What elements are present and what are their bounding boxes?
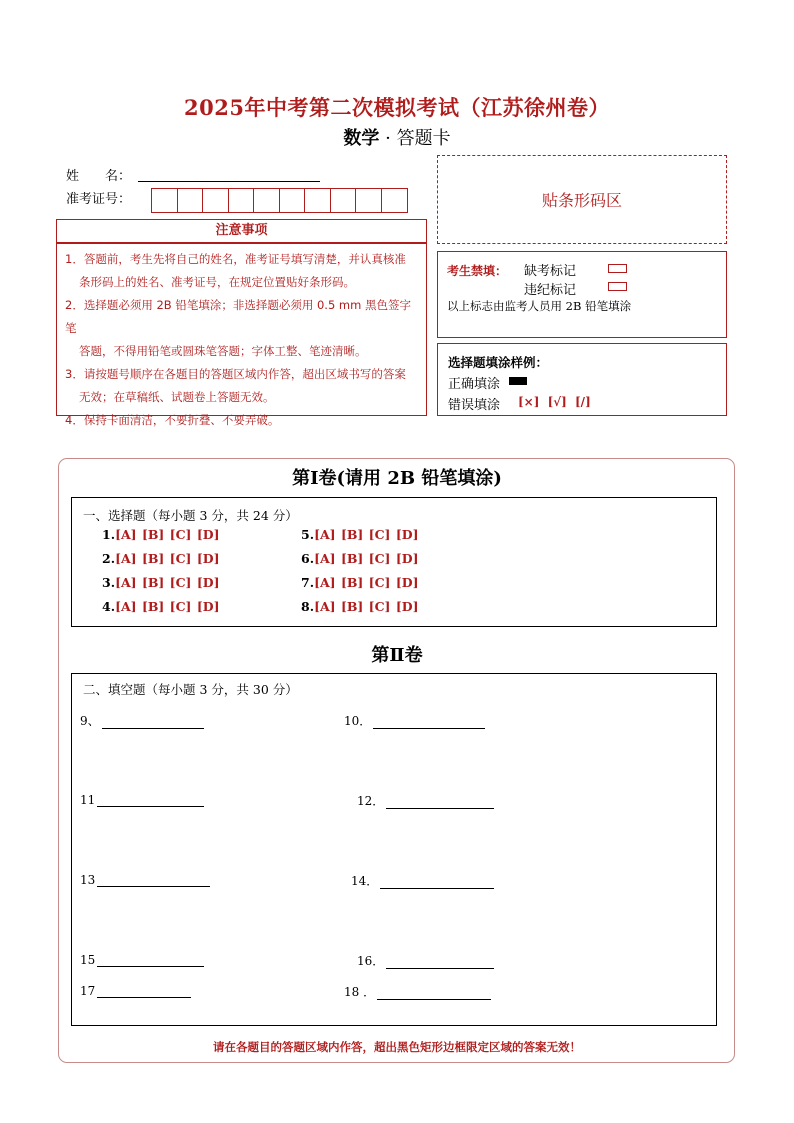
- answer-line[interactable]: [102, 714, 204, 729]
- barcode-area: [437, 155, 727, 244]
- correct-fill-label: 正确填涂: [448, 377, 501, 392]
- subject-label: 数学: [343, 128, 380, 149]
- mc-question-row[interactable]: [102, 527, 220, 542]
- exam-id-digit-box[interactable]: [382, 189, 408, 212]
- answer-options[interactable]: [A] [B] [C] [D]: [314, 527, 419, 542]
- question-number: 1.: [102, 527, 116, 542]
- answer-line[interactable]: [386, 794, 494, 809]
- card-subtitle: [0, 124, 794, 150]
- section2-heading: 第Ⅱ卷: [371, 645, 423, 666]
- wrong-fill-samples: [×] [√] [/]: [518, 395, 591, 409]
- notice-item: 3．请按题号顺序在各题目的答题区域内作答，超出区域书写的答案: [65, 367, 406, 381]
- exam-id-digit-box[interactable]: [305, 189, 331, 212]
- answer-line[interactable]: [377, 985, 491, 1000]
- name-label: 姓 名：: [66, 169, 132, 184]
- multiple-choice-box: [71, 497, 717, 627]
- answer-options[interactable]: [A] [B] [C] [D]: [115, 551, 220, 566]
- mc-question-row[interactable]: [102, 575, 220, 590]
- fb-question[interactable]: [351, 872, 494, 889]
- notice-item: 答题，不得用铅笔或圆珠笔答题；字体工整、笔迹清晰。: [79, 344, 367, 358]
- notice-box: [56, 243, 427, 427]
- fb-question[interactable]: [80, 952, 204, 967]
- card-label: 答题卡: [396, 128, 451, 149]
- answer-options[interactable]: [A] [B] [C] [D]: [115, 575, 220, 590]
- answer-line[interactable]: [373, 714, 485, 729]
- sample-title: 选择题填涂样例：: [448, 355, 549, 370]
- question-number: 10．: [344, 714, 372, 728]
- question-number: 6.: [301, 551, 315, 566]
- name-field[interactable]: [138, 181, 320, 182]
- fb-question[interactable]: [80, 792, 204, 807]
- fb-question[interactable]: [344, 712, 485, 729]
- mc-question-row[interactable]: [301, 551, 419, 566]
- notice-item: 无效；在草稿纸、试题卷上答题无效。: [79, 390, 275, 404]
- mc-section-title: 一、选择题（每小题 3 分，共 24 分）: [83, 508, 298, 523]
- fb-question[interactable]: [80, 983, 191, 998]
- notice-title: 注意事项: [56, 219, 427, 243]
- fb-question[interactable]: [357, 952, 494, 969]
- prohibited-note: 以上标志由监考人员用 2B 铅笔填涂: [447, 299, 632, 313]
- question-number: 18 ．: [344, 985, 376, 999]
- exam-id-digit-box[interactable]: [178, 189, 204, 212]
- question-number: 8.: [301, 599, 315, 614]
- mc-question-row[interactable]: [301, 575, 419, 590]
- question-number: 15: [80, 953, 96, 967]
- notice-item: 条形码上的姓名、准考证号，在规定位置贴好条形码。: [79, 275, 355, 289]
- fill-blank-box: [71, 673, 717, 1026]
- exam-id-digit-box[interactable]: [280, 189, 306, 212]
- answer-line[interactable]: [386, 954, 494, 969]
- mc-question-row[interactable]: [102, 551, 220, 566]
- mc-question-row[interactable]: [301, 527, 419, 542]
- answer-line[interactable]: [97, 872, 210, 887]
- answer-options[interactable]: [A] [B] [C] [D]: [314, 551, 419, 566]
- section1-heading: 第Ⅰ卷(请用 2B 铅笔填涂): [292, 468, 502, 489]
- question-number: 5.: [301, 527, 315, 542]
- fb-question[interactable]: [80, 872, 210, 887]
- dot-separator: ·: [385, 128, 391, 149]
- exam-id-boxes[interactable]: [151, 188, 408, 213]
- exam-id-digit-box[interactable]: [203, 189, 229, 212]
- answer-options[interactable]: [A] [B] [C] [D]: [314, 575, 419, 590]
- question-number: 16．: [357, 954, 385, 968]
- exam-title: 2025年中考第二次模拟考试（江苏徐州卷）: [184, 95, 610, 120]
- prohibited-box: [437, 251, 727, 338]
- missing-exam-mark[interactable]: [608, 264, 627, 273]
- answer-line[interactable]: [97, 983, 191, 998]
- question-number: 7.: [301, 575, 315, 590]
- question-number: 14．: [351, 874, 379, 888]
- mc-question-row[interactable]: [102, 599, 220, 614]
- exam-id-digit-box[interactable]: [152, 189, 178, 212]
- prohibited-label: 考生禁填：: [447, 264, 508, 278]
- fb-question[interactable]: [80, 712, 204, 729]
- missing-exam-label: 缺考标记: [524, 264, 577, 279]
- answer-options[interactable]: [A] [B] [C] [D]: [115, 599, 220, 614]
- question-number: 11: [80, 793, 96, 807]
- question-number: 9、: [80, 714, 100, 728]
- exam-id-digit-box[interactable]: [229, 189, 255, 212]
- answer-options[interactable]: [A] [B] [C] [D]: [314, 599, 419, 614]
- answer-options[interactable]: [A] [B] [C] [D]: [115, 527, 220, 542]
- mc-question-row[interactable]: [301, 599, 419, 614]
- wrong-fill-label: 错误填涂: [448, 398, 501, 413]
- violation-label: 违纪标记: [524, 283, 577, 298]
- correct-fill-sample: [509, 377, 527, 385]
- exam-id-digit-box[interactable]: [331, 189, 357, 212]
- notice-item: 1．答题前，考生先将自己的姓名，准考证号填写清楚，并认真核准: [65, 252, 406, 266]
- fill-sample-box: [437, 343, 727, 416]
- notice-item: 4．保持卡面清洁，不要折叠、不要弄破。: [65, 413, 280, 427]
- answer-line[interactable]: [380, 874, 494, 889]
- exam-id-digit-box[interactable]: [356, 189, 382, 212]
- answer-line[interactable]: [97, 952, 204, 967]
- question-number: 4.: [102, 599, 116, 614]
- question-number: 17: [80, 984, 96, 998]
- violation-mark[interactable]: [608, 282, 627, 291]
- footer-warning: 请在各题目的答题区域内作答，超出黑色矩形边框限定区域的答案无效！: [213, 1040, 581, 1054]
- question-number: 3.: [102, 575, 116, 590]
- question-number: 2.: [102, 551, 116, 566]
- fb-question[interactable]: [357, 792, 494, 809]
- exam-id-digit-box[interactable]: [254, 189, 280, 212]
- fb-question[interactable]: [344, 983, 491, 1000]
- fb-section-title: 二、填空题（每小题 3 分，共 30 分）: [83, 682, 298, 697]
- answer-line[interactable]: [97, 792, 204, 807]
- question-number: 12．: [357, 794, 385, 808]
- notice-item: 2．选择题必须用 2B 铅笔填涂；非选择题必须用 0.5 mm 黑色签字笔: [65, 298, 411, 335]
- question-number: 13: [80, 873, 96, 887]
- exam-id-label: 准考证号：: [66, 192, 132, 207]
- barcode-label: 贴条形码区: [541, 191, 622, 210]
